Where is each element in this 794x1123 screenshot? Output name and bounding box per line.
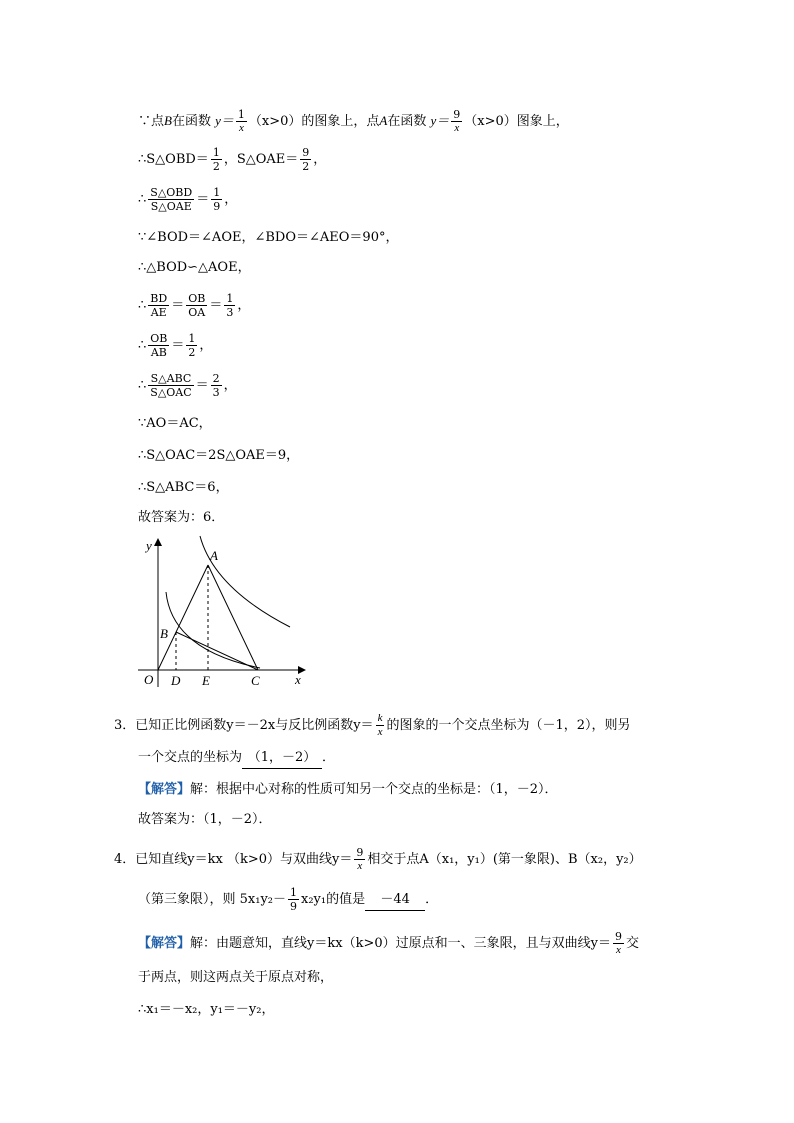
fraction: $\frac{9}{x}$	[453, 108, 461, 134]
text: 在函数	[387, 114, 427, 129]
question-4-solution-3: ∴x₁＝－x₂，y₁＝－y₂，	[138, 1002, 275, 1017]
curve-1-over-x	[166, 592, 260, 668]
solution-line-2: ∴S△OBD＝ $\frac{1}{2}$ ，S△OAE＝ $\frac{9}{2}$ ，	[138, 146, 327, 173]
solution-line-4: ∵∠BOD＝∠AOE，∠BDO＝∠AEO＝90°，	[138, 230, 399, 245]
question-3-line-1: 3．已知正比例函数y＝－2x与反比例函数y＝ $\frac{k}{x}$ 的图象的一个交点坐标为（－1，2），则另	[114, 712, 631, 738]
solution-line-8: ∴ $\frac{\text{S△ABC}}{\text{S△OAC}}$ ＝ $\frac{2}{3}$ ，	[138, 372, 237, 399]
label-B: B	[160, 626, 168, 641]
question-3-line-2: 一个交点的坐标为 （1，－2） ．	[138, 748, 335, 769]
label-E: E	[202, 673, 210, 688]
text: （x>0）的图象上，点	[248, 114, 380, 129]
question-4-line-1: 4．已知直线y＝kx （k>0）与双曲线y＝ $\frac{9}{x}$ 相交于点A（x₁，y₁）(第一象限)、B（x₂，y₂）	[114, 846, 642, 872]
segment-OA	[158, 565, 208, 670]
question-4-solution: 【解答】解：由题意知，直线y＝kx（k>0）过原点和一、三象限，且与双曲线y＝ $\frac{9}{x}$ 交	[138, 930, 639, 956]
solution-line-5: ∴△BOD∽△AOE，	[138, 260, 251, 275]
text: （x>0）图象上，	[464, 114, 569, 129]
label-O: O	[144, 672, 154, 687]
solution-line-11: ∴S△ABC＝6，	[138, 480, 229, 495]
solution-line-12: 故答案为：6．	[138, 510, 225, 525]
y-axis-arrow	[154, 538, 162, 546]
geometry-figure	[130, 532, 310, 692]
question-3-answer: 故答案为：（1，－2）．	[138, 812, 272, 827]
question-4-solution-2: 于两点，则这两点关于原点对称，	[138, 970, 334, 985]
text: 在函数	[171, 114, 211, 129]
point-label: A	[379, 113, 388, 128]
label-C: C	[251, 673, 260, 688]
solution-line-6: ∴ $\frac{BD}{AE}$ ＝ $\frac{OB}{OA}$ ＝ $\frac{1}{3}$ ，	[138, 292, 251, 319]
fraction: $\frac{1}{x}$	[237, 108, 245, 134]
answer-blank: －44	[365, 890, 425, 911]
solution-line-1: ∵点B在函数 y＝ $\frac{1}{x}$ （x>0）的图象上，点A在函数 y＝ $\frac{9}{x}$ （x>0）图象上，	[138, 108, 569, 134]
segment-BC	[176, 632, 258, 670]
text: ∵点	[138, 114, 165, 129]
label-x: x	[295, 672, 301, 687]
answer-blank: （1，－2）	[242, 748, 322, 769]
point-label: B	[164, 113, 172, 128]
label-y: y	[146, 538, 152, 553]
question-3-solution: 【解答】解：根据中心对称的性质可知另一个交点的坐标是：（1，－2）．	[138, 782, 558, 797]
solution-line-7: ∴ $\frac{OB}{AB}$ ＝ $\frac{1}{2}$ ，	[138, 332, 213, 359]
solution-line-10: ∴S△OAC＝2S△OAE＝9，	[138, 448, 300, 463]
question-4-line-2: （第三象限），则 5x₁y₂－ $\frac{1}{9}$ x₂y₁的值是 －44 ．	[138, 886, 439, 913]
solution-line-9: ∵AO＝AC，	[138, 416, 212, 431]
solution-line-3: ∴ $\frac{\text{S△OBD}}{\text{S△OAE}}$ ＝ $\frac{1}{9}$ ，	[138, 186, 238, 213]
answer-tag: 【解答】	[138, 936, 191, 951]
label-A: A	[210, 548, 218, 563]
answer-tag: 【解答】	[138, 782, 191, 797]
label-D: D	[171, 673, 181, 688]
